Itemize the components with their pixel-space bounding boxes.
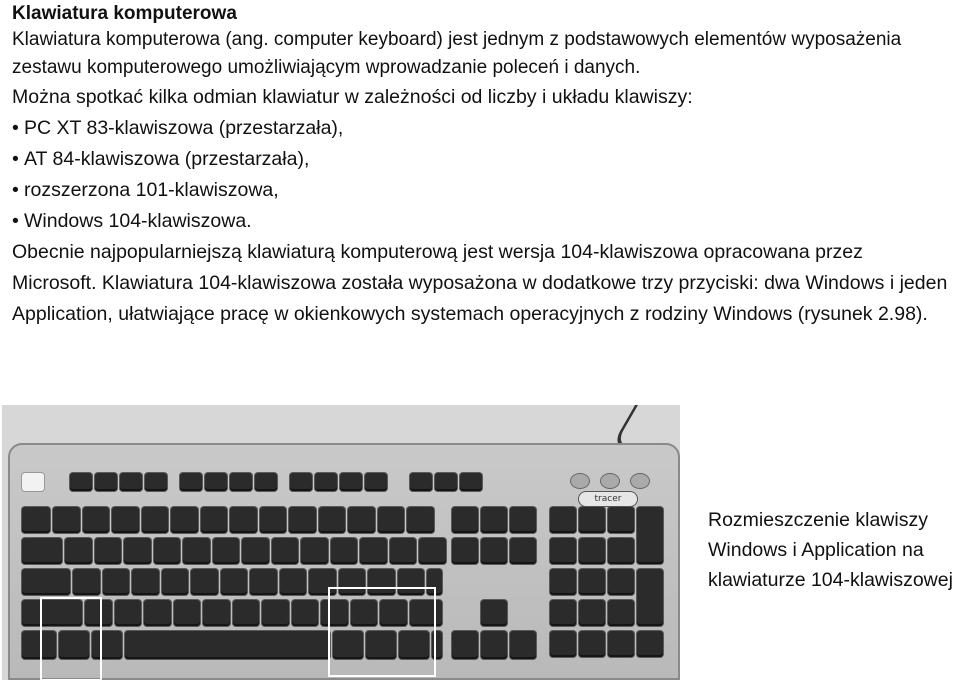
keyboard-key	[205, 473, 227, 491]
keyboard-key	[292, 600, 319, 626]
keyboard-key	[579, 507, 605, 533]
list-item: • PC XT 83-klawiszowa (przestarzała),	[12, 113, 952, 144]
keyboard-key	[201, 507, 228, 533]
keyboard-key	[510, 507, 536, 533]
keyboard-key	[22, 538, 62, 564]
keyboard-key	[550, 631, 576, 657]
keyboard-key	[230, 473, 252, 491]
keyboard-key	[481, 600, 507, 626]
keyboard-key	[319, 507, 346, 533]
keyboard-key	[73, 569, 100, 595]
keyboard-key	[22, 569, 70, 595]
keyboard-key	[481, 538, 507, 564]
bullet-icon: •	[12, 210, 19, 232]
keyboard-key	[22, 507, 50, 533]
keyboard-key	[191, 569, 218, 595]
intro-paragraph: Klawiatura komputerowa (ang. computer keyboard) jest jednym z podstawowych elementów wyposażenia zestawu komputerowego umożliwiającym wprowadzanie poleceń i danych.	[12, 29, 902, 78]
key-highlight-box	[40, 597, 102, 680]
variants-list	[12, 113, 952, 237]
keyboard-key	[460, 473, 482, 491]
keyboard-key	[419, 538, 446, 564]
keyboard-key	[203, 600, 230, 626]
keyboard-key	[360, 538, 387, 564]
keyboard-key	[579, 631, 605, 657]
keyboard-key	[510, 538, 536, 564]
article-text	[12, 2, 952, 330]
keyboard-key	[608, 538, 634, 564]
indicator-led	[570, 473, 590, 489]
keyboard-key	[53, 507, 80, 533]
keyboard-key	[95, 538, 122, 564]
keyboard-key	[132, 569, 159, 595]
keyboard-photo	[2, 405, 680, 680]
list-item: • Windows 104-klawiszowa.	[12, 206, 952, 237]
keyboard-key	[340, 473, 362, 491]
keyboard-key	[550, 569, 576, 595]
keyboard-key	[95, 473, 117, 491]
keyboard-key	[183, 538, 210, 564]
keyboard-key	[608, 569, 634, 595]
keyboard-key	[315, 473, 337, 491]
keyboard-key	[145, 473, 167, 491]
figure-caption: Rozmieszczenie klawiszy Windows i Application na klawiaturze 104-klawiszowej	[708, 509, 953, 591]
keyboard-key	[112, 507, 139, 533]
keyboard-key	[70, 473, 92, 491]
keyboard-key	[290, 473, 312, 491]
keyboard-key	[637, 631, 663, 657]
keyboard-key	[144, 600, 171, 626]
keyboard-key	[233, 600, 260, 626]
list-item: • AT 84-klawiszowa (przestarzała),	[12, 144, 952, 175]
keyboard-key	[262, 600, 289, 626]
keyboard-key	[180, 473, 202, 491]
keyboard-key	[22, 473, 44, 491]
indicator-led	[600, 473, 620, 489]
keyboard-key	[390, 538, 417, 564]
keyboard-key	[120, 473, 142, 491]
keyboard-key	[103, 569, 130, 595]
keyboard-key	[407, 507, 434, 533]
keyboard-key	[115, 600, 142, 626]
keyboard-key	[230, 507, 257, 533]
keyboard-key	[452, 507, 478, 533]
keyboard-key	[550, 538, 576, 564]
keyboard-key	[608, 507, 634, 533]
keyboard-key	[378, 507, 405, 533]
keyboard-key	[289, 507, 316, 533]
keyboard-key	[174, 600, 201, 626]
keyboard-key	[365, 473, 387, 491]
keyboard-key	[579, 538, 605, 564]
keyboard-key	[550, 600, 576, 626]
keyboard-key	[637, 507, 663, 564]
keyboard-key	[579, 600, 605, 626]
keyboard-key	[65, 538, 92, 564]
keyboard-key	[260, 507, 287, 533]
keyboard-body	[8, 443, 680, 680]
keyboard-key	[550, 507, 576, 533]
variants-intro: Można spotkać kilka odmian klawiatur w zależności od liczby i układu klawiszy:	[12, 86, 693, 108]
brand-logo: tracer	[578, 491, 638, 507]
keyboard-key	[154, 538, 181, 564]
keyboard-key	[348, 507, 375, 533]
keyboard-key	[435, 473, 457, 491]
keyboard-key	[124, 538, 151, 564]
bullet-icon: •	[12, 179, 19, 201]
keyboard-key	[481, 507, 507, 533]
keyboard-key	[608, 631, 634, 657]
keyboard-key	[452, 538, 478, 564]
keyboard-key	[452, 631, 478, 659]
keyboard-key	[579, 569, 605, 595]
keyboard-key	[331, 538, 358, 564]
keyboard-key	[171, 507, 198, 533]
indicator-led	[630, 473, 650, 489]
keyboard-key	[637, 569, 663, 626]
keyboard-key	[301, 538, 328, 564]
summary-paragraph: Obecnie najpopularniejszą klawiaturą komputerową jest wersja 104-klawiszowa opracowana przez Microsoft. Klawiatura 104-klawiszowa została wyposażona w dodatkowe trzy przyciski: dwa Windows i jeden Application, ułatwiające pracę w okienkowych systemach operacyjnych z rodziny Windows (rysunek 2.98).	[12, 241, 948, 325]
keyboard-key	[242, 538, 269, 564]
keyboard-key	[162, 569, 189, 595]
list-item: • rozszerzona 101-klawiszowa,	[12, 175, 952, 206]
keyboard-key	[221, 569, 248, 595]
keyboard-key	[510, 631, 536, 659]
bullet-icon: •	[12, 148, 19, 170]
keyboard-key	[481, 631, 507, 659]
keyboard-key	[608, 600, 634, 626]
keyboard-key	[250, 569, 277, 595]
keyboard-key	[142, 507, 169, 533]
bullet-icon: •	[12, 117, 19, 139]
keyboard-key	[280, 569, 307, 595]
page-title: Klawiatura komputerowa	[12, 3, 237, 24]
keyboard-key	[255, 473, 277, 491]
key-highlight-box	[328, 587, 436, 677]
keyboard-key	[83, 507, 110, 533]
keyboard-key	[410, 473, 432, 491]
keyboard-key	[213, 538, 240, 564]
keyboard-key	[125, 631, 330, 659]
keyboard-key	[272, 538, 299, 564]
